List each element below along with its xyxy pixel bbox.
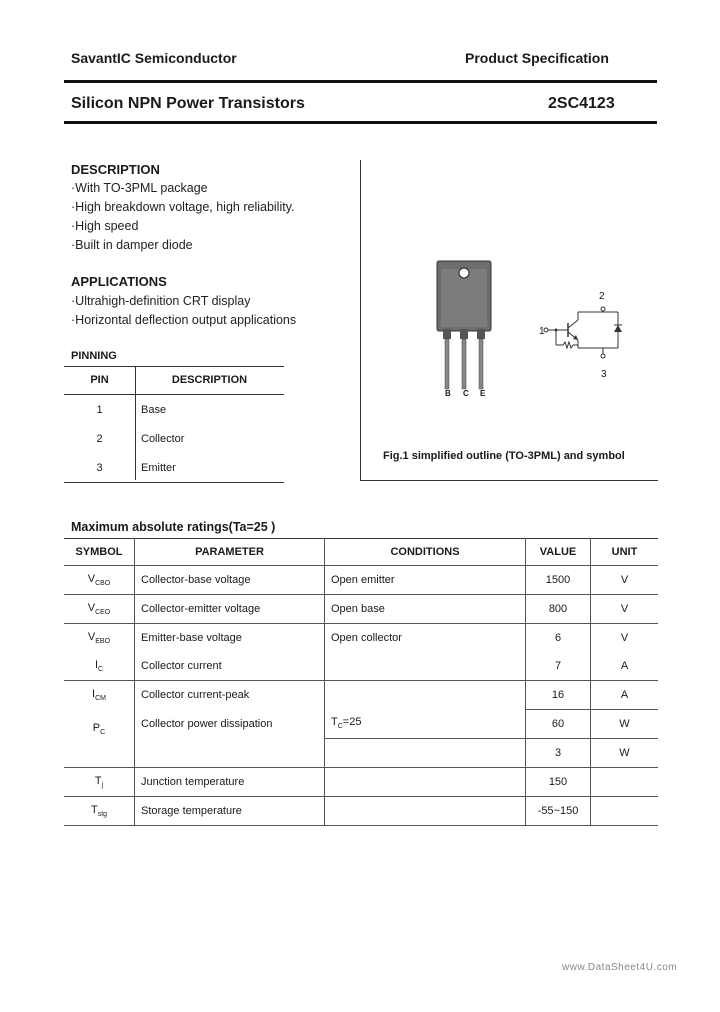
value-cell: 16 [526, 681, 591, 710]
product-title: Silicon NPN Power Transistors [71, 95, 305, 112]
description-item: ·Built in damper diode [71, 238, 193, 252]
symbol-cell: $T_j$ [64, 768, 135, 797]
pin-description-col-header: DESCRIPTION [135, 366, 284, 395]
conditions-cell: Open collector [325, 624, 526, 653]
unit-cell [591, 797, 659, 826]
transistor-symbol-icon [533, 290, 633, 380]
unit-col-header: UNIT [591, 539, 659, 566]
header-rule-top [64, 80, 657, 83]
pin-description: Base [141, 403, 167, 416]
value-cell: 800 [526, 595, 591, 624]
parameter-cell: Collector power dissipation [135, 710, 325, 768]
symbol-cell: $V_{EBO}$ [64, 624, 135, 653]
applications-heading: APPLICATIONS [71, 274, 167, 289]
conditions-cell [325, 739, 526, 768]
value-cell: 60 [526, 710, 591, 739]
value-cell: 150 [526, 768, 591, 797]
value-cell: 7 [526, 652, 591, 681]
pin-number: 2 [96, 432, 103, 445]
table-row [64, 797, 658, 826]
figure-caption: Fig.1 simplified outline (TO-3PML) and symbol [383, 450, 625, 462]
parameter-cell: Storage temperature [135, 797, 325, 826]
parameter-cell: Collector-base voltage [135, 566, 325, 595]
table-row [64, 768, 658, 797]
table-row [64, 624, 658, 653]
unit-cell: V [591, 624, 659, 653]
table-row [64, 652, 658, 681]
pinning-table [64, 366, 284, 483]
value-cell: 3 [526, 739, 591, 768]
pin-letter-c: C [463, 389, 469, 398]
value-col-header: VALUE [526, 539, 591, 566]
unit-cell [591, 768, 659, 797]
symbol-cell: $I_C$ [64, 652, 135, 681]
unit-cell: A [591, 652, 659, 681]
symbol-cell: $I_{CM}$ [64, 681, 135, 710]
parameter-cell: Junction temperature [135, 768, 325, 797]
document-type: Product Specification [465, 50, 609, 66]
applications-item: ·Ultrahigh-definition CRT display [71, 294, 251, 308]
part-number: 2SC4123 [548, 95, 615, 112]
conditions-cell [325, 797, 526, 826]
company-name: SavantIC Semiconductor [71, 50, 237, 66]
pin-number: 1 [96, 403, 103, 416]
symbol-cell: $V_{CEO}$ [64, 595, 135, 624]
conditions-cell [325, 768, 526, 797]
pin-description: Collector [141, 432, 185, 445]
unit-cell: A [591, 681, 659, 710]
ratings-heading: Maximum absolute ratings(Ta=25 ) [71, 520, 276, 534]
parameter-cell: Emitter-base voltage [135, 624, 325, 653]
conditions-cell: $T_C=25$ [325, 681, 526, 739]
conditions-cell: Open emitter [325, 566, 526, 595]
ratings-table [64, 538, 658, 826]
table-row [64, 453, 284, 483]
unit-cell: W [591, 710, 659, 739]
unit-cell: V [591, 566, 659, 595]
description-heading: DESCRIPTION [71, 162, 160, 177]
value-cell: 6 [526, 624, 591, 653]
symbol-cell: $P_C$ [64, 710, 135, 768]
pin-col-header: PIN [64, 366, 135, 395]
figure-box [360, 160, 658, 481]
unit-cell: V [591, 595, 659, 624]
conditions-cell [325, 652, 526, 681]
table-row [64, 424, 284, 453]
package-outline-image [431, 255, 501, 405]
description-item: ·High breakdown voltage, high reliability. [71, 200, 295, 214]
parameter-col-header: PARAMETER [135, 539, 325, 566]
unit-cell: W [591, 739, 659, 768]
pin-description: Emitter [135, 453, 284, 483]
description-item: ·High speed [71, 219, 139, 233]
value-cell: -55~150 [526, 797, 591, 826]
conditions-cell: Open base [325, 595, 526, 624]
pin-letter-b: B [445, 389, 451, 398]
table-row [64, 566, 658, 595]
symbol-label-collector: 2 [599, 291, 605, 302]
parameter-cell: Collector current-peak [135, 681, 325, 710]
watermark-text: www.DataSheet4U.com [562, 962, 678, 973]
value-cell: 1500 [526, 566, 591, 595]
description-item: ·With TO-3PML package [71, 181, 208, 195]
table-row [64, 681, 658, 710]
table-row [64, 395, 284, 425]
conditions-col-header: CONDITIONS [325, 539, 526, 566]
pin-number: 3 [64, 453, 135, 483]
symbol-col-header: SYMBOL [64, 539, 135, 566]
header-rule-bottom [64, 121, 657, 124]
symbol-cell: $T_{stg}$ [64, 797, 135, 826]
pin-letter-e: E [480, 389, 486, 398]
symbol-label-base: 1 [539, 326, 545, 337]
symbol-label-emitter: 3 [601, 369, 607, 380]
parameter-cell: Collector current [135, 652, 325, 681]
table-row [64, 595, 658, 624]
applications-item: ·Horizontal deflection output applications [71, 313, 297, 327]
symbol-cell: $V_{CBO}$ [64, 566, 135, 595]
pinning-heading: PINNING [71, 350, 117, 362]
parameter-cell: Collector-emitter voltage [135, 595, 325, 624]
